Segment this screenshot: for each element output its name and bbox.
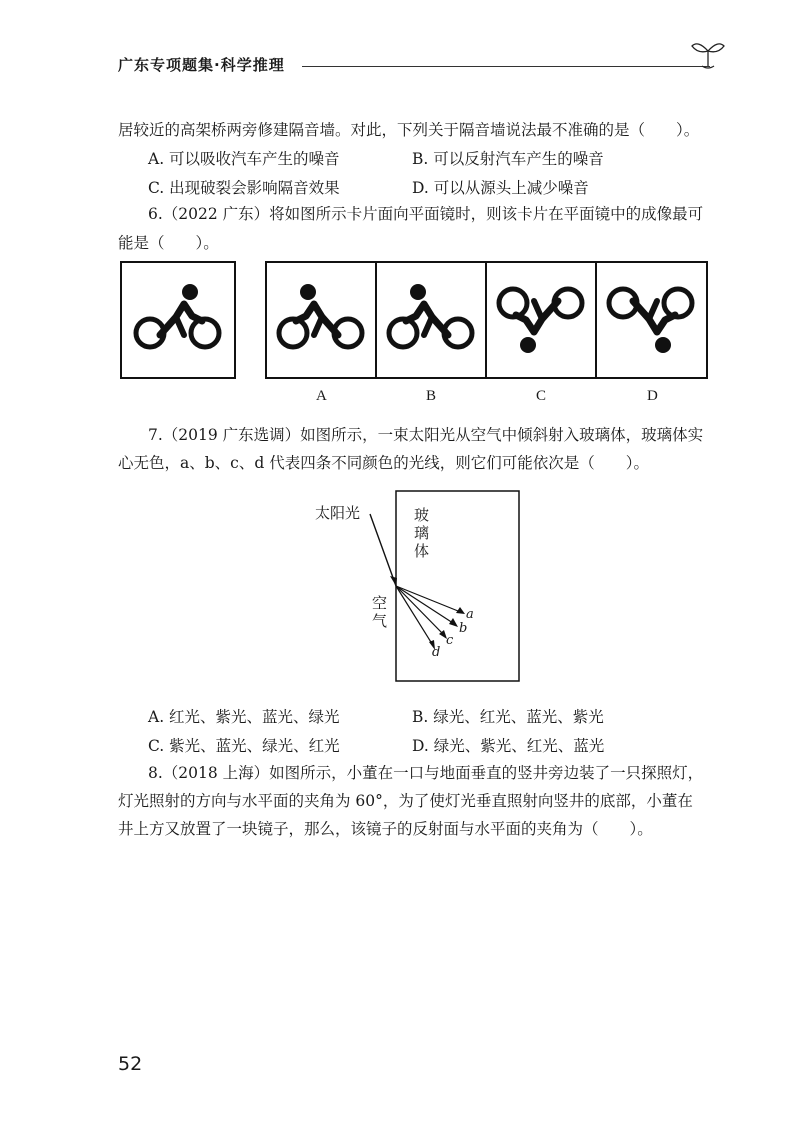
q7-label-glass — [414, 506, 429, 560]
q6-stem-line2: 能是（ ）。 — [118, 234, 219, 252]
q7-label-air — [372, 594, 387, 630]
q7-air-char: 气 — [372, 612, 388, 630]
q7-option-b: B. 绿光、红光、蓝光、紫光 — [412, 708, 604, 726]
sprout-icon — [688, 36, 728, 70]
header-rule — [302, 66, 710, 67]
q7-label-sunlight: 太阳光 — [315, 504, 361, 522]
q7-ray-b: b — [459, 621, 468, 636]
q7-stem-line2: 心无色，a、b、c、d 代表四条不同颜色的光线，则它们可能依次是（ ）。 — [118, 454, 649, 472]
q8-stem-line1: 8.（2018 上海）如图所示，小董在一口与地面垂直的竖井旁边装了一只探照灯， — [148, 764, 704, 782]
q6-label-c: C — [536, 388, 547, 404]
q6-stem-line1: 6.（2022 广东）将如图所示卡片面向平面镜时，则该卡片在平面镜中的成像最可 — [148, 205, 704, 223]
q7-stem-line1: 7.（2019 广东选调）如图所示，一束太阳光从空气中倾斜射入玻璃体，玻璃体实 — [148, 426, 704, 444]
q7-glass-char: 玻 — [414, 506, 430, 524]
q7-ray-c: c — [446, 633, 454, 648]
q8-stem-line3: 井上方又放置了一块镜子，那么，该镜子的反射面与水平面的夹角为（ ）。 — [118, 820, 653, 838]
q5-stem: 居较近的高架桥两旁修建隔音墙。对此，下列关于隔音墙说法最不准确的是（ ）。 — [118, 121, 700, 139]
q7-glass-char: 体 — [414, 542, 430, 560]
q7-ray-d: d — [432, 645, 441, 660]
q5-option-d: D. 可以从源头上减少噪音 — [412, 179, 589, 197]
q7-air-char: 空 — [372, 594, 388, 612]
q8-stem-line2: 灯光照射的方向与水平面的夹角为 60°，为了使灯光垂直照射向竖井的底部，小董在 — [118, 792, 693, 810]
q5-option-c: C. 出现破裂会影响隔音效果 — [148, 179, 340, 197]
q7-option-a: A. 红光、紫光、蓝光、绿光 — [148, 708, 340, 726]
running-header-title: 广东专项题集·科学推理 — [118, 56, 285, 74]
q6-label-d: D — [647, 388, 658, 404]
q6-label-a: A — [316, 388, 327, 404]
q6-original-card — [120, 261, 236, 379]
q7-ray-a: a — [466, 607, 474, 622]
page-number: 52 — [118, 1053, 143, 1075]
q6-label-b: B — [426, 388, 437, 404]
q7-option-d: D. 绿光、紫光、红光、蓝光 — [412, 737, 605, 755]
q7-option-c: C. 紫光、蓝光、绿光、红光 — [148, 737, 340, 755]
q7-glass-char: 璃 — [414, 524, 430, 542]
q6-option-cards — [265, 261, 708, 379]
q5-option-b: B. 可以反射汽车产生的噪音 — [412, 150, 604, 168]
q5-option-a: A. 可以吸收汽车产生的噪音 — [148, 150, 340, 168]
